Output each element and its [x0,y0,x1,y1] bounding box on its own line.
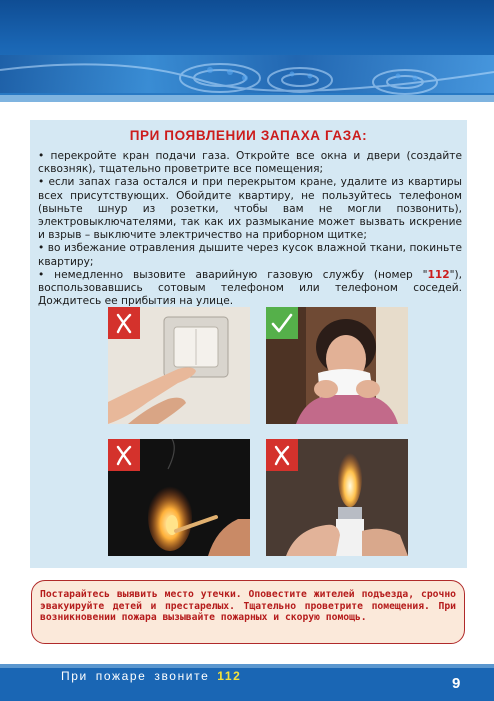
warning-callout-text: Постарайтесь выявить место утечки. Оповестите жителей подъезда, срочно эвакуируйте детей и престарелых. Тщательно проветрите помещения. При возникновении пожара вызывайте пожарных и скорую помощь. [40,589,456,624]
woman-with-cloth-photo [266,307,408,424]
instructions-text [38,150,462,308]
footer-label: При пожаре звоните [61,669,210,683]
cross-icon [108,439,140,471]
banner-stripe [0,95,494,102]
cross-icon [266,439,298,471]
emergency-text-before: • немедленно вызовите аварийную газовую службу (номер " [38,268,428,281]
header-banner [0,0,494,102]
footer-call-text [61,669,241,683]
emergency-text-after: "), воспользовавшись сотовым телефоном или телефоном соседей. Дождитесь ее прибытия на улице. [38,268,462,308]
check-icon [266,307,298,339]
instruction-item: • во избежание отравления дышите через кусок влажной ткани, покиньте квартиру; [38,242,462,268]
light-switch-photo [108,307,250,424]
section-title: ПРИ ПОЯВЛЕНИИ ЗАПАХА ГАЗА: [129,128,368,143]
lighter-flame-photo [266,439,408,556]
instruction-item: • перекройте кран подачи газа. Откройте все окна и двери (создайте сквозняк), тщательно проветрите все помещения; [38,150,462,176]
cross-icon [108,307,140,339]
emergency-number: 112 [427,268,450,281]
footer-strip [0,664,494,668]
gas-burner-graphic [0,0,494,102]
instruction-item: • если запах газа остался и при перекрытом кране, удалите из квартиры всех присутствующих. Обойдите квартиру, не пользуйтесь телефоном (выньте шнур из розетки, чтобы вам не могли позвонить), электровыключателями, так как их размыкание может вызвать искрение и взрыв – выключите электричество на приборном щитке; [38,176,462,242]
instruction-item [38,269,462,309]
page-number: 9 [452,675,461,692]
burning-match-photo [108,439,250,556]
footer-number: 112 [217,669,242,683]
